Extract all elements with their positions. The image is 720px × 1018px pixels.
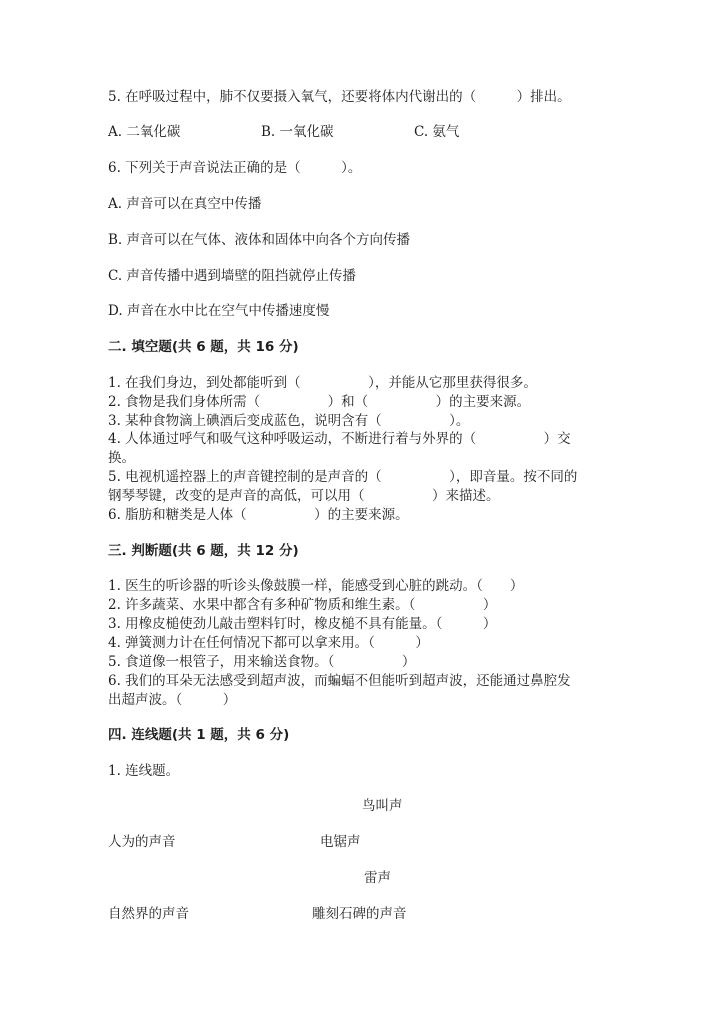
matching-right-item: 雕刻石碑的声音: [312, 906, 407, 922]
judge-line: 1. 医生的听诊器的听诊头像鼓膜一样，能感受到心脏的跳动。（ ）: [108, 578, 524, 594]
fill-blank-line: 3. 某种食物滴上碘酒后变成蓝色，说明含有（ ）。: [108, 413, 470, 429]
fill-blank-line: 钢琴琴键，改变的是声音的高低，可以用（ ）来描述。: [108, 488, 500, 504]
matching-left-item: 人为的声音: [108, 834, 176, 850]
fill-blank-line: 1. 在我们身边，到处都能听到（ ），并能从它那里获得很多。: [108, 375, 537, 391]
fill-blank-heading: 二. 填空题(共 6 题，共 16 分): [108, 339, 299, 355]
matching-heading: 四. 连线题(共 1 题，共 6 分): [108, 727, 290, 743]
fill-blank-line: 6. 脂肪和糖类是人体（ ）的主要来源。: [108, 507, 409, 523]
matching-right-item: 雷声: [364, 870, 391, 886]
matching-left-item: 自然界的声音: [108, 906, 189, 922]
judge-line: 6. 我们的耳朵无法感受到超声波，而蝙蝠不但能听到超声波，还能通过鼻腔发: [108, 673, 571, 689]
q5-option-a: A. 二氧化碳: [108, 124, 181, 140]
judge-heading: 三. 判断题(共 6 题，共 12 分): [108, 543, 299, 559]
fill-blank-line: 5. 电视机遥控器上的声音键控制的是声音的（ ），即音量。按不同的: [108, 469, 578, 485]
q5-stem: 5. 在呼吸过程中，肺不仅要摄入氧气，还要将体内代谢出的（ ）排出。: [108, 89, 571, 105]
matching-question: 1. 连线题。: [108, 763, 180, 779]
fill-blank-line: 换。: [108, 450, 135, 466]
q5-option-c: C. 氨气: [414, 124, 460, 140]
q6-option-c: C. 声音传播中遇到墙壁的阻挡就停止传播: [108, 268, 356, 284]
q6-option-b: B. 声音可以在气体、液体和固体中向各个方向传播: [108, 232, 411, 248]
q6-option-d: D. 声音在水中比在空气中传播速度慢: [108, 303, 330, 319]
fill-blank-line: 2. 食物是我们身体所需（ ）和（ ）的主要来源。: [108, 394, 531, 410]
judge-line: 4. 弹簧测力计在任何情况下都可以拿来用。（ ）: [108, 635, 429, 651]
matching-right-item: 电锯声: [320, 834, 361, 850]
judge-line: 2. 许多蔬菜、水果中都含有多种矿物质和维生素。（ ）: [108, 597, 497, 613]
judge-line: 出超声波。（ ）: [108, 692, 237, 708]
q6-option-a: A. 声音可以在真空中传播: [108, 196, 262, 212]
fill-blank-line: 4. 人体通过呼气和吸气这种呼吸运动，不断进行着与外界的（ ）交: [108, 431, 571, 447]
judge-line: 3. 用橡皮槌使劲儿敲击塑料钉时，橡皮槌不具有能量。（ ）: [108, 616, 497, 632]
q5-option-b: B. 一氧化碳: [261, 124, 334, 140]
matching-right-item: 鸟叫声: [362, 798, 403, 814]
judge-line: 5. 食道像一根管子，用来输送食物。（ ）: [108, 654, 416, 670]
q6-stem: 6. 下列关于声音说法正确的是（ ）。: [108, 160, 362, 176]
